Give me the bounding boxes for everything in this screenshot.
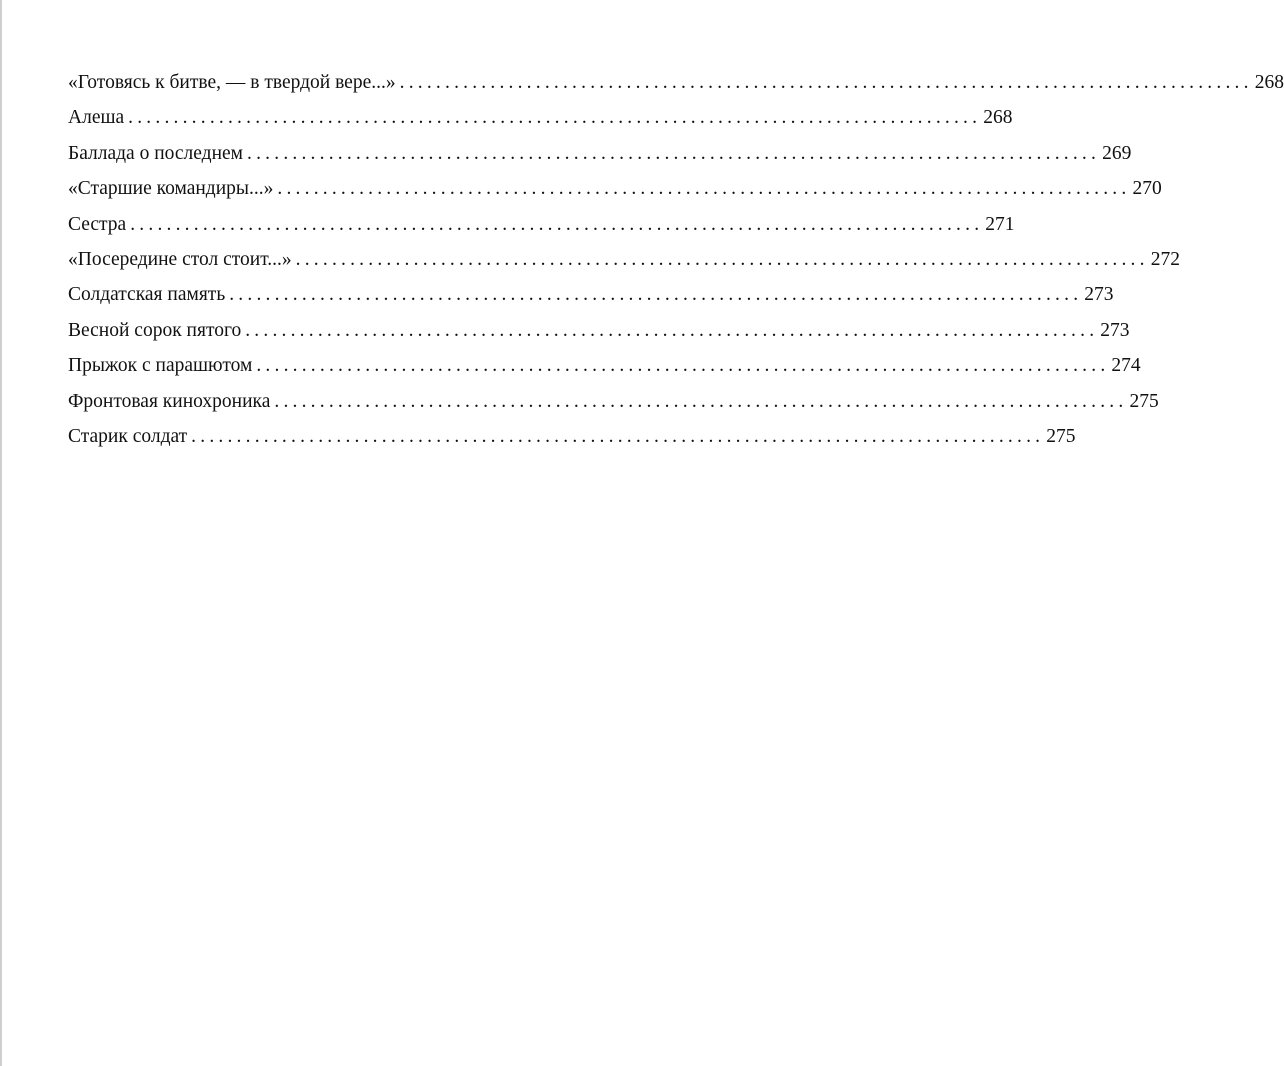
toc-entry-page: 271 [985,213,1015,235]
toc-entry-title: Алеша [68,107,125,129]
toc-entry-page: 268 [1254,72,1284,93]
dot-leader: .............................................................................................. [277,178,1131,200]
dot-leader: .............................................................................................. [130,213,984,235]
toc-entry-page: 275 [1046,425,1076,447]
dot-leader: .............................................................................................. [245,319,1099,341]
toc-entry-page: 268 [983,107,1013,129]
toc-entry [68,72,1284,107]
dot-leader: .............................................................................................. [128,107,982,129]
toc-entry-page: 274 [1111,355,1141,377]
page-edge-line [0,0,2,1066]
toc-entry-title: Старик солдат [68,425,188,447]
dot-leader: .............................................................................................. [229,284,1083,306]
toc-entry-page: 270 [1132,178,1162,200]
dot-leader: .............................................................................................. [295,248,1149,270]
dot-leader: .............................................................................................. [274,390,1128,412]
toc-entry-title: Баллада о последнем [68,142,244,164]
toc-entry-page: 273 [1084,284,1114,306]
toc-entry-page: 269 [1102,142,1132,164]
toc-entry-title: «Посередине стол стоит...» [68,248,292,270]
toc-entry-page: 275 [1129,390,1159,412]
dot-leader: .............................................................................................. [247,142,1101,164]
dot-leader: .............................................................................................. [191,425,1045,447]
toc-entry [68,142,1132,178]
toc-entry [68,390,1159,426]
toc-entry-title: «Старшие командиры...» [68,178,274,200]
toc-entry-page: 273 [1100,319,1130,341]
toc-entry-title: Сестра [68,213,127,235]
toc-entry-title: «Готовясь к битве, — в твердой вере...» [68,72,396,93]
toc-entry [68,355,1141,390]
toc-entry-title: Фронтовая кинохроника [68,390,271,412]
toc-entry-title: Прыжок с парашютом [68,355,253,377]
toc-entry [68,284,1114,319]
toc-entry-title: Весной сорок пятого [68,319,242,341]
toc-entry-title: Солдатская память [68,284,226,306]
toc-entry [68,319,1130,355]
dot-leader: .............................................................................................. [256,355,1110,377]
toc-entry [68,213,1015,249]
dot-leader: .............................................................................................. [399,72,1253,93]
toc-entry [68,107,1013,142]
toc-entry [68,178,1162,213]
toc-entry [68,425,1076,461]
table-of-contents [68,72,1284,461]
toc-entry [68,248,1180,284]
toc-entry-page: 272 [1150,248,1180,270]
